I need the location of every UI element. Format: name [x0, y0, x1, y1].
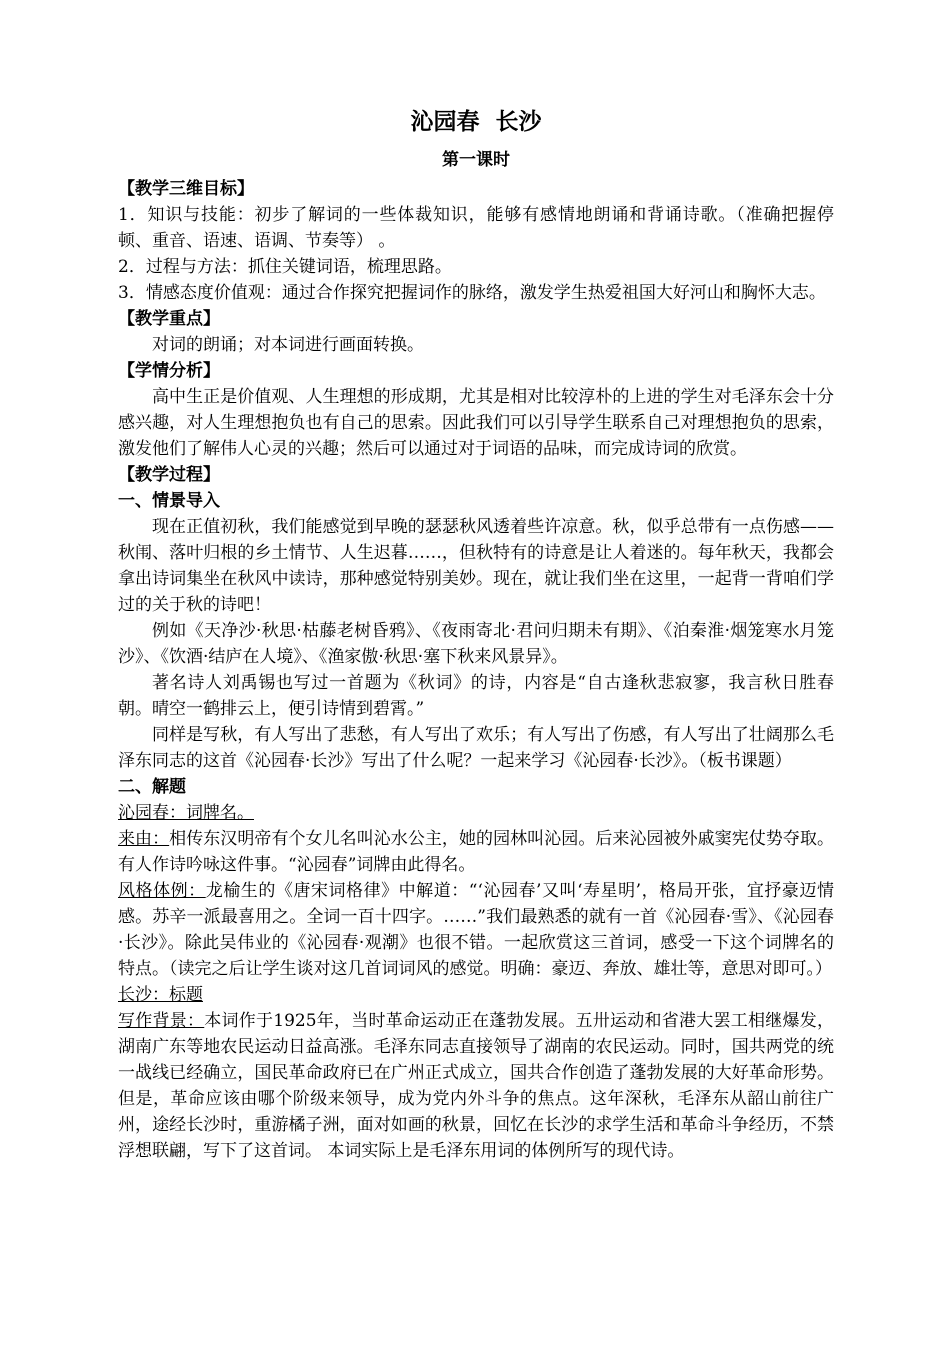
intro-paragraph: 现在正值初秋，我们能感觉到早晚的瑟瑟秋风透着些许凉意。秋，似乎总带有一点伤感——秋闱、落叶归根的乡土情节、人生迟暮……，但秋特有的诗意是让人着迷的。每年秋天，我都会拿出诗词集坐在秋风中读诗，那种感觉特别美妙。现在，就让我们坐在这里，一起背一背咱们学过的关于秋的诗吧！	[118, 517, 834, 615]
qinyuanchun-line	[118, 800, 834, 826]
background-paragraph	[118, 1008, 834, 1164]
changsha-label: 长沙：标题	[118, 985, 203, 1005]
intro-paragraph: 著名诗人刘禹锡也写过一首题为《秋词》的诗，内容是“自古逢秋悲寂寥，我言秋日胜春朝。晴空一鹤排云上，便引诗情到碧霄。”	[118, 673, 834, 719]
style-paragraph	[118, 878, 834, 982]
background-text: 本词作于1925年，当时革命运动正在蓬勃发展。五卅运动和省港大罢工相继爆发，湖南广东等地农民运动日益高涨。毛泽东同志直接领导了湖南的农民运动。同时，国共两党的统一战线已经确立，国民革命政府已在广州正式成立，国共合作创造了蓬勃发展的大好革命形势。但是，革命应该由哪个阶级来领导，成为党内外斗争的焦点。这年深秋，毛泽东从韶山前往广州，途经长沙时，重游橘子洲，面对如画的秋景，回忆在长沙的求学生活和革命斗争经历，不禁浮想联翩，写下了这首词。 本词实际上是毛泽东用词的体例所写的现代诗。	[118, 1011, 834, 1161]
style-label: 风格体例：	[118, 881, 206, 901]
background-label: 写作背景：	[118, 1011, 205, 1031]
key-heading: 【教学重点】	[118, 309, 220, 329]
key-text: 对词的朗诵；对本词进行画面转换。	[152, 335, 424, 355]
origin-paragraph	[118, 826, 834, 878]
intro-heading: 一、情景导入	[118, 491, 220, 511]
origin-text: 相传东汉明帝有个女儿名叫沁水公主，她的园林叫沁园。后来沁园被外戚窦宪仗势夺取。有人作诗吟咏这件事。“沁园春”词牌由此得名。	[118, 829, 835, 875]
changsha-line	[118, 982, 834, 1008]
goal-item: 3．情感态度价值观：通过合作探究把握词作的脉络，激发学生热爱祖国大好河山和胸怀大志。	[118, 283, 826, 303]
style-text: 龙榆生的《唐宋词格律》中解道：“‘沁园春’又叫‘寿星明’，格局开张，宜抒豪迈情感。苏辛一派最喜用之。全词一百十四字。……”我们最熟悉的就有一首《沁园春·雪》、《沁园春·长沙》。除此吴伟业的《沁园春·观潮》也很不错。一起欣赏这三首词，感受一下这个词牌名的特点。（读完之后让学生谈对这几首词词风的感觉。明确：豪迈、奔放、雄壮等，意思对即可。）	[118, 881, 834, 979]
origin-label: 来由：	[118, 829, 170, 849]
doc-title: 沁园春 长沙	[410, 109, 542, 135]
process-heading: 【教学过程】	[118, 465, 220, 485]
goal-item: 1．知识与技能：初步了解词的一些体裁知识，能够有感情地朗诵和背诵诗歌。（准确把握停顿、重音、语速、语调、节奏等） 。	[118, 205, 834, 251]
explain-heading: 二、解题	[118, 777, 186, 797]
doc-subtitle: 第一课时	[442, 150, 510, 170]
goal-item: 2．过程与方法：抓住关键词语，梳理思路。	[118, 257, 452, 277]
intro-paragraph: 同样是写秋，有人写出了悲愁，有人写出了欢乐；有人写出了伤感，有人写出了壮阔那么毛泽东同志的这首《沁园春·长沙》写出了什么呢？一起来学习《沁园春·长沙》。（板书课题）	[118, 725, 834, 771]
analysis-text: 高中生正是价值观、人生理想的形成期，尤其是相对比较淳朴的上进的学生对毛泽东会十分感兴趣，对人生理想抱负也有自己的思索。因此我们可以引导学生联系自己对理想抱负的思索，激发他们了解伟人心灵的兴趣；然后可以通过对于词语的品味，而完成诗词的欣赏。	[118, 387, 834, 459]
analysis-heading: 【学情分析】	[118, 361, 220, 381]
goals-heading: 【教学三维目标】	[118, 179, 254, 199]
qinyuanchun-label: 沁园春：词牌名。	[118, 803, 254, 823]
intro-paragraph: 例如《天净沙·秋思·枯藤老树昏鸦》、《夜雨寄北·君问归期未有期》、《泊秦淮·烟笼寒水月笼沙》、《饮酒·结庐在人境》、《渔家傲·秋思·塞下秋来风景异》。	[118, 621, 834, 667]
